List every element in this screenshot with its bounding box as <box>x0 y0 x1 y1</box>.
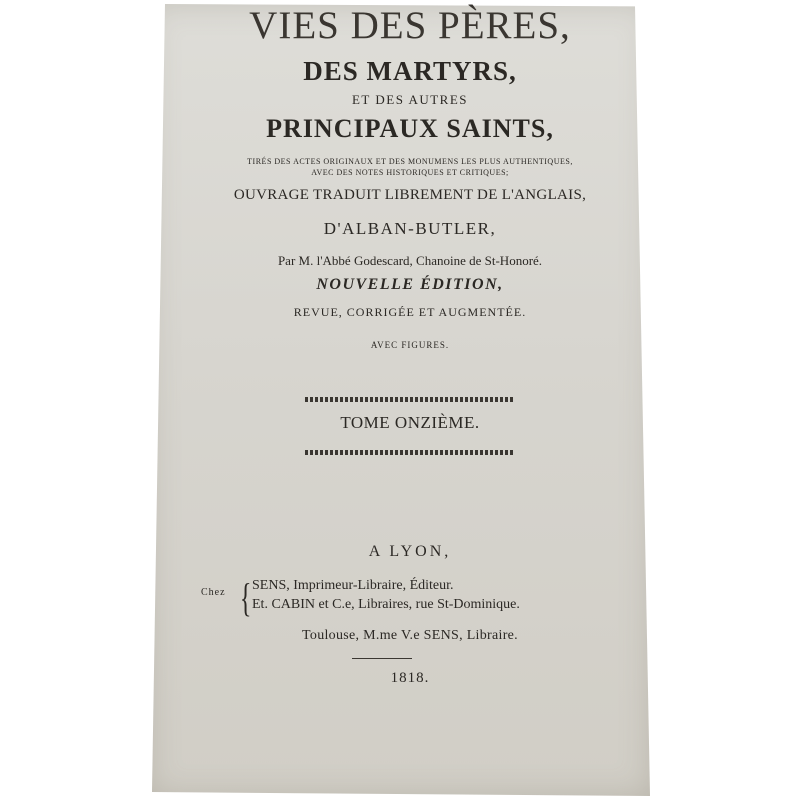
title-line-1: VIES DES PÈRES, <box>249 4 571 47</box>
author-name: D'ALBAN-BUTLER, <box>323 219 497 238</box>
subtitle-line-2: AVEC DES NOTES HISTORIQUES ET CRITIQUES; <box>311 168 509 177</box>
title-line-4: PRINCIPAUX SAINTS, <box>266 114 554 143</box>
edition-label: NOUVELLE ÉDITION, <box>316 276 504 293</box>
imprint-divider <box>352 658 412 659</box>
volume-label: TOME ONZIÈME. <box>340 413 480 432</box>
title-line-2: DES MARTYRS, <box>303 56 517 86</box>
publisher-line-1: SENS, Imprimeur-Libraire, Éditeur. <box>252 578 454 593</box>
brace-glyph: { <box>239 575 252 620</box>
imprint-chez: Chez <box>201 587 226 598</box>
translation-note: OUVRAGE TRADUIT LIBREMENT DE L'ANGLAIS, <box>233 187 587 203</box>
subtitle-line-1: TIRÉS DES ACTES ORIGINAUX ET DES MONUMENS LES PLUS AUTHENTIQUES, <box>247 157 573 166</box>
toulouse-imprint: Toulouse, M.me V.e SENS, Libraire. <box>302 628 518 643</box>
title-line-3: ET DES AUTRES <box>351 92 469 107</box>
imprint-city: A LYON, <box>368 543 452 560</box>
publisher-line-2: Et. CABIN et C.e, Libraires, rue St-Dominique. <box>252 597 520 612</box>
ornamental-rule-top <box>305 397 515 402</box>
figures-note: AVEC FIGURES. <box>370 340 450 350</box>
ornamental-rule-bottom <box>305 450 515 455</box>
revision-note: REVUE, CORRIGÉE ET AUGMENTÉE. <box>293 305 527 319</box>
publication-year: 1818. <box>390 670 430 686</box>
translator-credit: Par M. l'Abbé Godescard, Chanoine de St-Honoré. <box>277 253 543 268</box>
